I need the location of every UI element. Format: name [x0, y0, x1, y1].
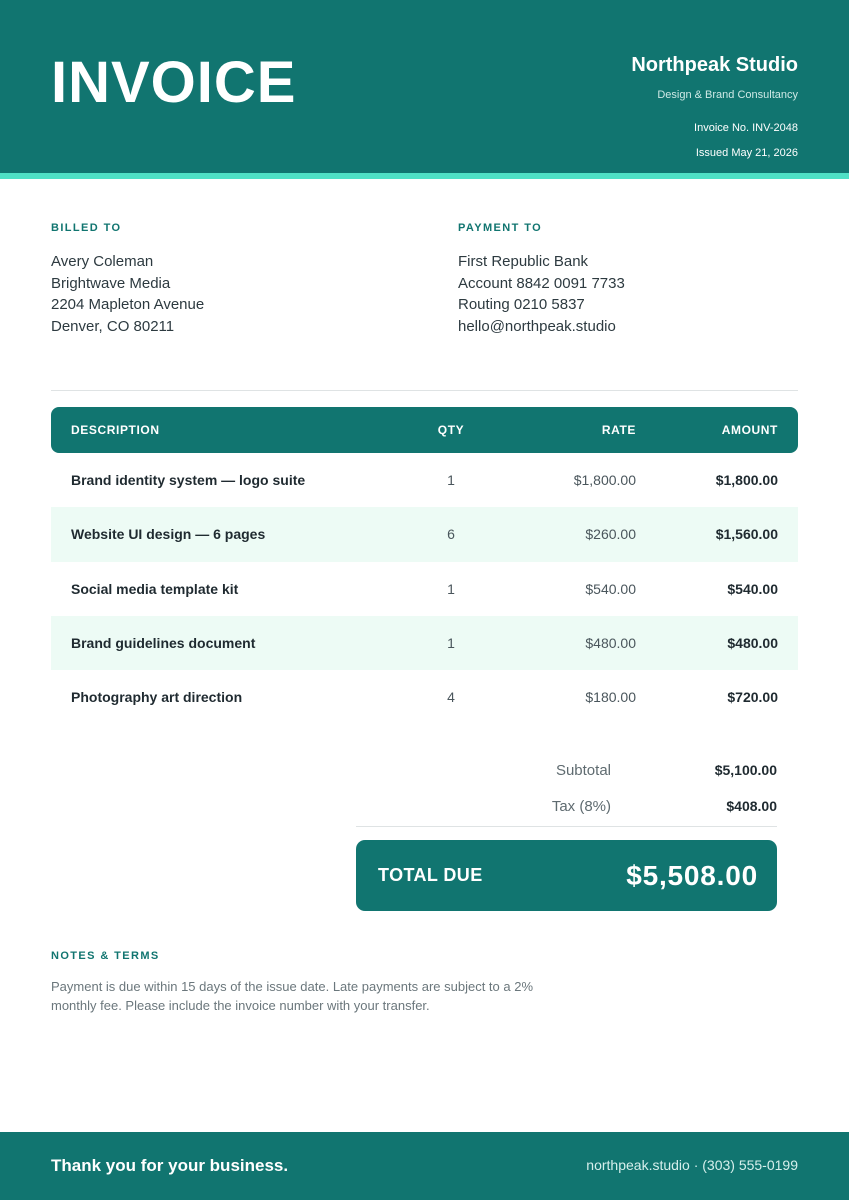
subtotal-value: $5,100.00: [714, 762, 777, 778]
bank-name: First Republic Bank: [458, 253, 589, 270]
line-items-table: [51, 407, 798, 724]
totals-section: [356, 752, 777, 827]
table-row: [51, 453, 798, 507]
item-amount: $480.00: [727, 635, 778, 652]
subtotal-label: Subtotal: [555, 761, 611, 779]
notes-label: NOTES & TERMS: [51, 950, 160, 962]
routing-number: Routing 0210 5837: [458, 296, 585, 314]
table-row: [51, 616, 798, 670]
tax-value: $408.00: [726, 798, 777, 814]
section-divider: [51, 390, 798, 391]
notes-section: [51, 949, 541, 1015]
billed-to-section: [51, 221, 204, 338]
item-rate: $540.00: [585, 580, 636, 597]
client-company: Brightwave Media: [51, 274, 171, 292]
item-amount: $540.00: [727, 580, 778, 597]
total-due-label: TOTAL DUE: [378, 865, 483, 885]
invoice-header: [0, 0, 849, 173]
total-due-value: $5,508.00: [626, 859, 758, 891]
tax-row: [356, 788, 777, 824]
client-street: 2204 Mapleton Avenue: [51, 296, 205, 314]
item-description: Brand identity system — logo suite: [71, 472, 306, 489]
item-rate: $1,800.00: [573, 472, 636, 489]
table-row: [51, 507, 798, 561]
footer-contact[interactable]: northpeak.studio · (303) 555-0199: [586, 1157, 798, 1173]
account-number: Account 8842 0091 7733: [458, 274, 625, 292]
company-tagline: Design & Brand Consultancy: [657, 89, 798, 101]
invoice-number: Invoice No. INV-2048: [694, 122, 798, 134]
header-qty: QTY: [437, 423, 465, 437]
item-amount: $1,560.00: [715, 526, 778, 543]
header-amount: AMOUNT: [721, 423, 778, 437]
item-description: Website UI design — 6 pages: [71, 526, 266, 543]
item-rate: $480.00: [585, 635, 636, 652]
item-qty: 1: [447, 580, 455, 597]
subtotal-row: [356, 752, 777, 788]
total-due-box: [356, 840, 777, 911]
item-description: Photography art direction: [71, 689, 243, 706]
item-amount: $1,800.00: [715, 472, 778, 489]
table-row: [51, 670, 798, 724]
header-description: DESCRIPTION: [71, 423, 160, 437]
billed-to-label: BILLED TO: [51, 222, 122, 234]
payment-email[interactable]: hello@northpeak.studio: [458, 318, 616, 336]
payment-to-label: PAYMENT TO: [458, 222, 543, 234]
company-name: Northpeak Studio: [631, 54, 798, 76]
item-qty: 1: [447, 472, 455, 489]
item-description: Social media template kit: [71, 580, 239, 597]
header-accent-stripe: [0, 173, 849, 179]
table-row: [51, 562, 798, 616]
item-description: Brand guidelines document: [71, 635, 256, 652]
notes-text: Payment is due within 15 days of the issue date. Late payments are subject to a 2% monthly fee. Please include the invoice number with your transfer.: [51, 979, 534, 1013]
issue-date: Issued May 21, 2026: [695, 147, 798, 159]
client-city: Denver, CO 80211: [51, 318, 175, 336]
company-info: [631, 52, 798, 160]
item-qty: 1: [447, 635, 455, 652]
invoice-title: INVOICE: [51, 50, 297, 115]
client-name: Avery Coleman: [51, 253, 154, 270]
item-qty: 6: [447, 526, 455, 543]
item-rate: $180.00: [585, 689, 636, 706]
totals-divider: [356, 826, 777, 827]
invoice-footer: [0, 1132, 849, 1200]
header-rate: RATE: [601, 423, 636, 437]
tax-label: Tax (8%): [551, 797, 611, 815]
item-amount: $720.00: [727, 689, 778, 706]
thank-you-message: Thank you for your business.: [51, 1156, 289, 1175]
item-rate: $260.00: [585, 526, 636, 543]
item-qty: 4: [447, 689, 455, 706]
table-header: [51, 407, 798, 453]
payment-to-section: [458, 221, 625, 338]
